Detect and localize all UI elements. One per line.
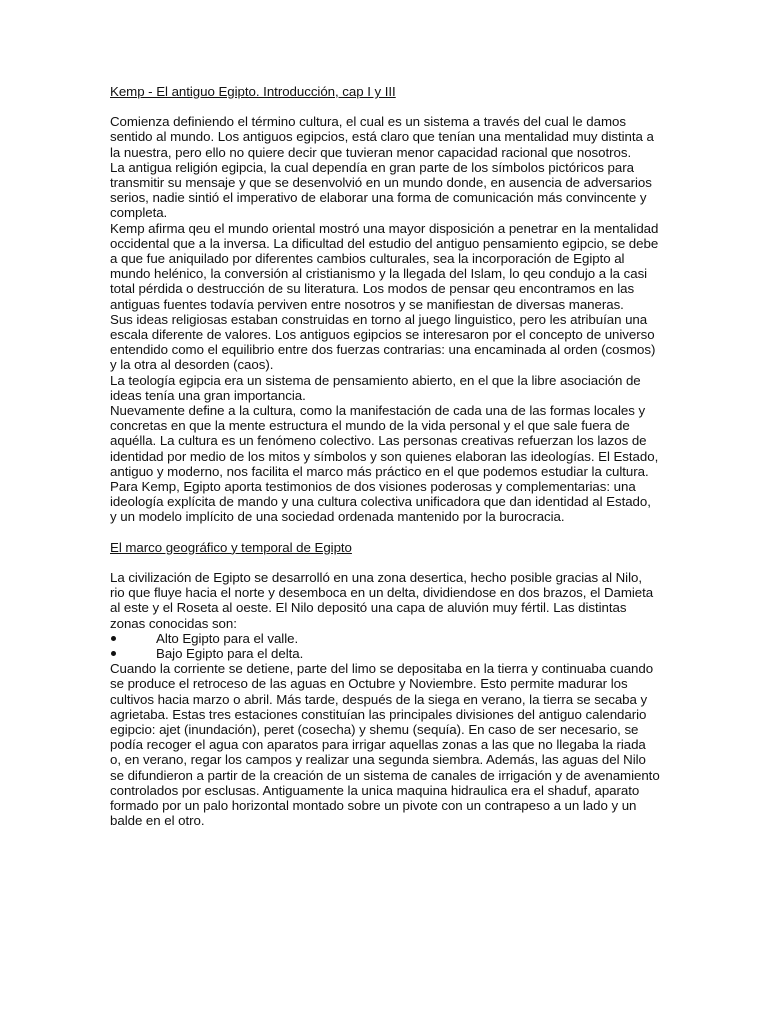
paragraph-estaciones: Cuando la corriente se detiene, parte del limo se depositaba en la tierra y continuaba cuando se produce el retroceso de las aguas en Octubre y Noviembre. Esto permite madurar los cultivos hacia marzo o abril. Más tarde, después de la siega en verano, la tierra se secaba y agrietaba. Estas tres estaciones constituían las principales divisiones del antiguo calendario egipcio: ajet (inundación), peret (cosecha) y shemu (sequía). En caso de ser necesario, se podía recoger el agua con aparatos para irrigar aquellas zonas a las que no llegaba la riada o, en verano, regar los campos y realizar una segunda siembra. Además, las aguas del Nilo se difundieron a partir de la creación de un sistema de canales de irrigación y de avenamiento controlados por esclusas. Antiguamente la unica maquina hidraulica era el shaduf, aparato formado por un palo horizontal montado sobre un pivote con un contrapeso a un lado y un balde en el otro. (110, 661, 660, 829)
paragraph-teologia: La teología egipcia era un sistema de pensamiento abierto, en el que la libre asociación de ideas tenía una gran importancia. (110, 372, 641, 403)
paragraph-definicion-cultura: Nuevamente define a la cultura, como la manifestación de cada una de las formas locales y concretas en que la mente estructura el mundo de la vida personal y el que sale fuera de aquélla. La cultura es un fenómeno colectivo. Las personas creativas refuerzan los lazos de identidad por medio de los mitos y símbolos y son quienes elaboran las ideologías. El Estado, antiguo y moderno, nos facilita el marco más práctico en el que podemos estudiar la cultura. Para Kemp, Egipto aporta testimonios de dos visiones poderosas y complementarias: una ideología explícita de mando y una cultura colectiva unificadora que dan identidad al Estado, y un modelo implícito de una sociedad ordenada mantenido por la burocracia. (110, 403, 659, 525)
paragraph-ideas-religiosas: Sus ideas religiosas estaban construidas en torno al juego linguistico, pero les atribuían una escala diferente de valores. Los antiguos egipcios se interesaron por el concepto de universo entendido como el equilibrio entre dos fuerzas contrarias: una encaminada al orden (cosmos) y la otra al desorden (caos). (110, 311, 656, 373)
paragraph-cultura: Comienza definiendo el término cultura, el cual es un sistema a través del cual le damos sentido al mundo. Los antiguos egipcios, está claro que tenían una mentalidad muy distinta a la nuestra, pero ello no quiere decir que tuvieran menor capacidad racional que nosotros. (110, 114, 654, 160)
bullet-icon (111, 636, 116, 641)
list-item (110, 631, 660, 646)
bullet-icon (111, 651, 116, 656)
document-page (110, 84, 660, 828)
section-heading-marco-geografico: El marco geográfico y temporal de Egipto (110, 539, 352, 555)
paragraph-religion: La antigua religión egipcia, la cual dependía en gran parte de los símbolos pictóricos para transmitir su mensaje y que se desenvolvió en un mundo donde, en ausencia de adversarios serios, nadie sintió el imperativo de elaborar una forma de comunicación más convincente y completa. (110, 159, 652, 221)
zones-list (110, 631, 660, 661)
document-title: Kemp - El antiguo Egipto. Introducción, cap I y III (110, 84, 396, 99)
list-item-label: Alto Egipto para el valle. (156, 630, 299, 646)
paragraph-civilizacion: La civilización de Egipto se desarrolló en una zona desertica, hecho posible gracias al Nilo, rio que fluye hacia el norte y desemboca en un delta, dividiendose en dos brazos, el Damieta al este y el Roseta al oeste. El Nilo depositó una capa de aluvión muy fértil. Las distintas zonas conocidas son: (110, 569, 654, 631)
paragraph-mentalidad: Kemp afirma qeu el mundo oriental mostró una mayor disposición a penetrar en la mentalidad occidental que a la inversa. La dificultad del estudio del antiguo pensamiento egipcio, se debe a que fue aniquilado por diferentes cambios culturales, sea la incorporación de Egipto al mundo helénico, la conversión al cristianismo y la llegada del Islam, lo qeu condujo a la casi total pérdida o destrucción de su literatura. Los modos de pensar qeu encontramos en las antiguas fuentes todavía perviven entre nosotros y se manifiestan de diversas maneras. (110, 220, 659, 312)
list-item-label: Bajo Egipto para el delta. (156, 645, 304, 661)
list-item (110, 646, 660, 661)
